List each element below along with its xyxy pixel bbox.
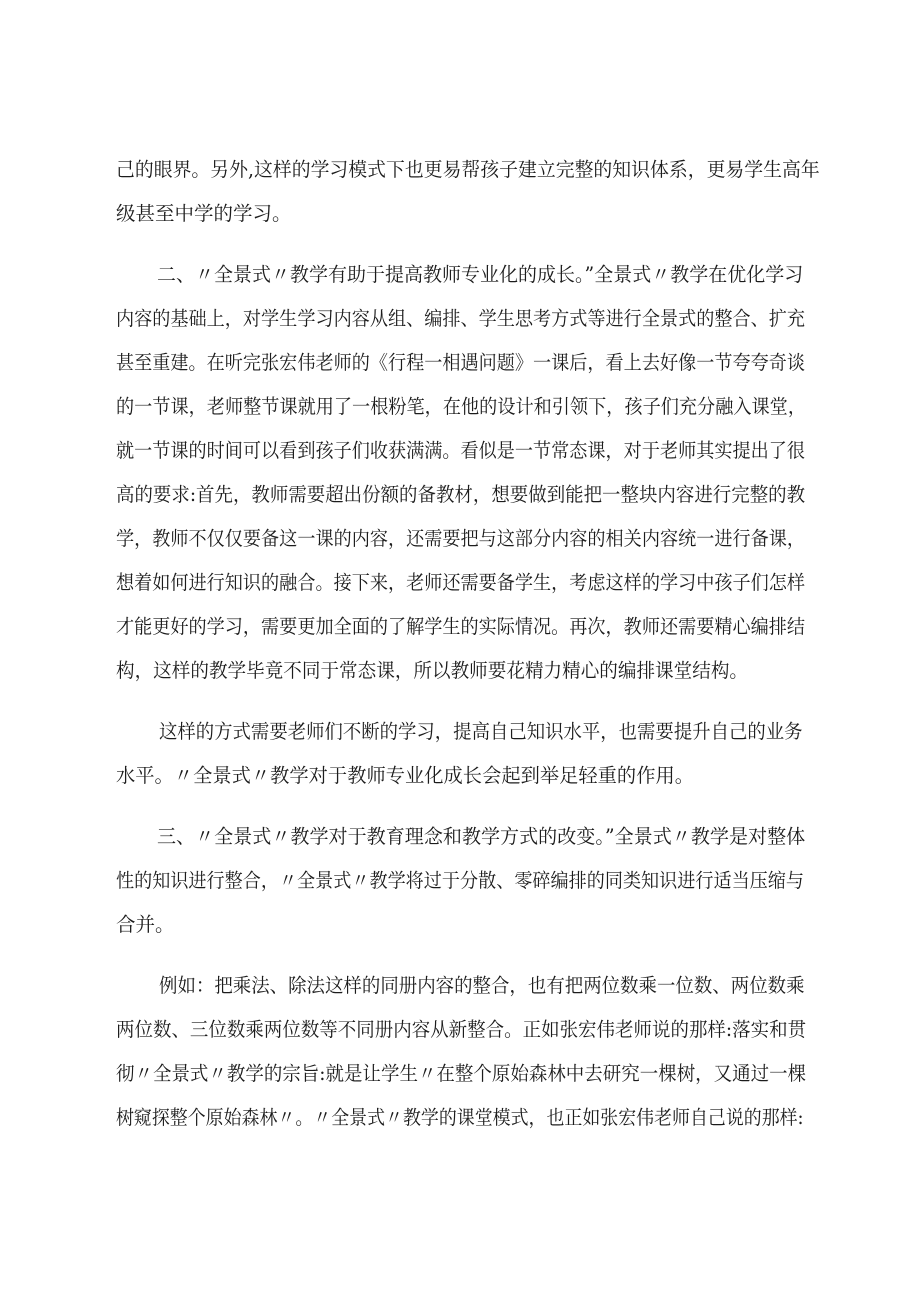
- paragraph-2-line-1: 二、〃全景式〃教学有助于提高教师专业化的成长。”全景式〃教学在优化学习: [157, 263, 804, 286]
- paragraph-3-line-1: 这样的方式需要老师们不断的学习，提高自己知识水平，也需要提升自己的业务: [159, 720, 803, 743]
- paragraph-5-line-3: 彻〃全景式〃教学的宗旨:就是让学生〃在整个原始森林中去研究一棵树，又通过一棵: [116, 1062, 807, 1085]
- paragraph-5-line-1: 例如：把乘法、除法这样的同册内容的整合，也有把两位数乘一位数、两位数乘: [159, 974, 805, 997]
- paragraph-2-line-8: 想着如何进行知识的融合。接下来，老师还需要备学生，考虑这样的学习中孩子们怎样: [116, 571, 806, 594]
- paragraph-2-line-2: 内容的基础上，对学生学习内容从组、编排、学生思考方式等进行全景式的整合、扩充: [116, 307, 806, 330]
- paragraph-1-line-2: 级甚至中学的学习。: [116, 202, 292, 225]
- paragraph-2-line-10: 构，这样的教学毕竟不同于常态课，所以教师要花精力精心的编排课堂结构。: [116, 659, 749, 682]
- paragraph-1-line-1: 己的眼界。另外,这样的学习模式下也更易帮孩子建立完整的知识体系，更易学生高年: [116, 158, 820, 181]
- paragraph-2-line-6: 高的要求:首先，教师需要超出份额的备教材，想要做到能把一整块内容进行完整的教: [116, 483, 806, 506]
- paragraph-5-line-2: 两位数、三位数乘两位数等不同册内容从新整合。正如张宏伟老师说的那样:落实和贯: [116, 1018, 807, 1041]
- paragraph-4-line-2: 性的知识进行整合，〃全景式〃教学将过于分散、零碎编排的同类知识进行适当压缩与: [116, 869, 805, 892]
- paragraph-2-line-7: 学，教师不仅仅要备这一课的内容，还需要把与这部分内容的相关内容统一进行备课，: [116, 527, 806, 550]
- paragraph-3-line-2: 水平。〃全景式〃教学对于教师专业化成长会起到举足轻重的作用。: [116, 764, 695, 787]
- paragraph-5-line-4: 树窥探整个原始森林〃。〃全景式〃教学的课堂模式，也正如张宏伟老师自己说的那样:: [116, 1106, 804, 1129]
- paragraph-2-line-3: 甚至重建。在听完张宏伟老师的《行程一相遇问题》一课后，看上去好像一节夸夸奇谈: [116, 351, 806, 374]
- paragraph-2-line-9: 才能更好的学习，需要更加全面的了解学生的实际情况。再次，教师还需要精心编排结: [116, 615, 806, 638]
- paragraph-2-line-5: 就一节课的时间可以看到孩子们收获满满。看似是一节常态课，对于老师其实提出了很: [116, 439, 806, 462]
- paragraph-4-line-1: 三、〃全景式〃教学对于教育理念和教学方式的改变。”全景式〃教学是对整体: [157, 825, 806, 848]
- paragraph-4-line-3: 合并。: [116, 913, 175, 936]
- paragraph-2-line-4: 的一节课，老师整节课就用了一根粉笔，在他的设计和引领下，孩子们充分融入课堂，: [116, 395, 807, 418]
